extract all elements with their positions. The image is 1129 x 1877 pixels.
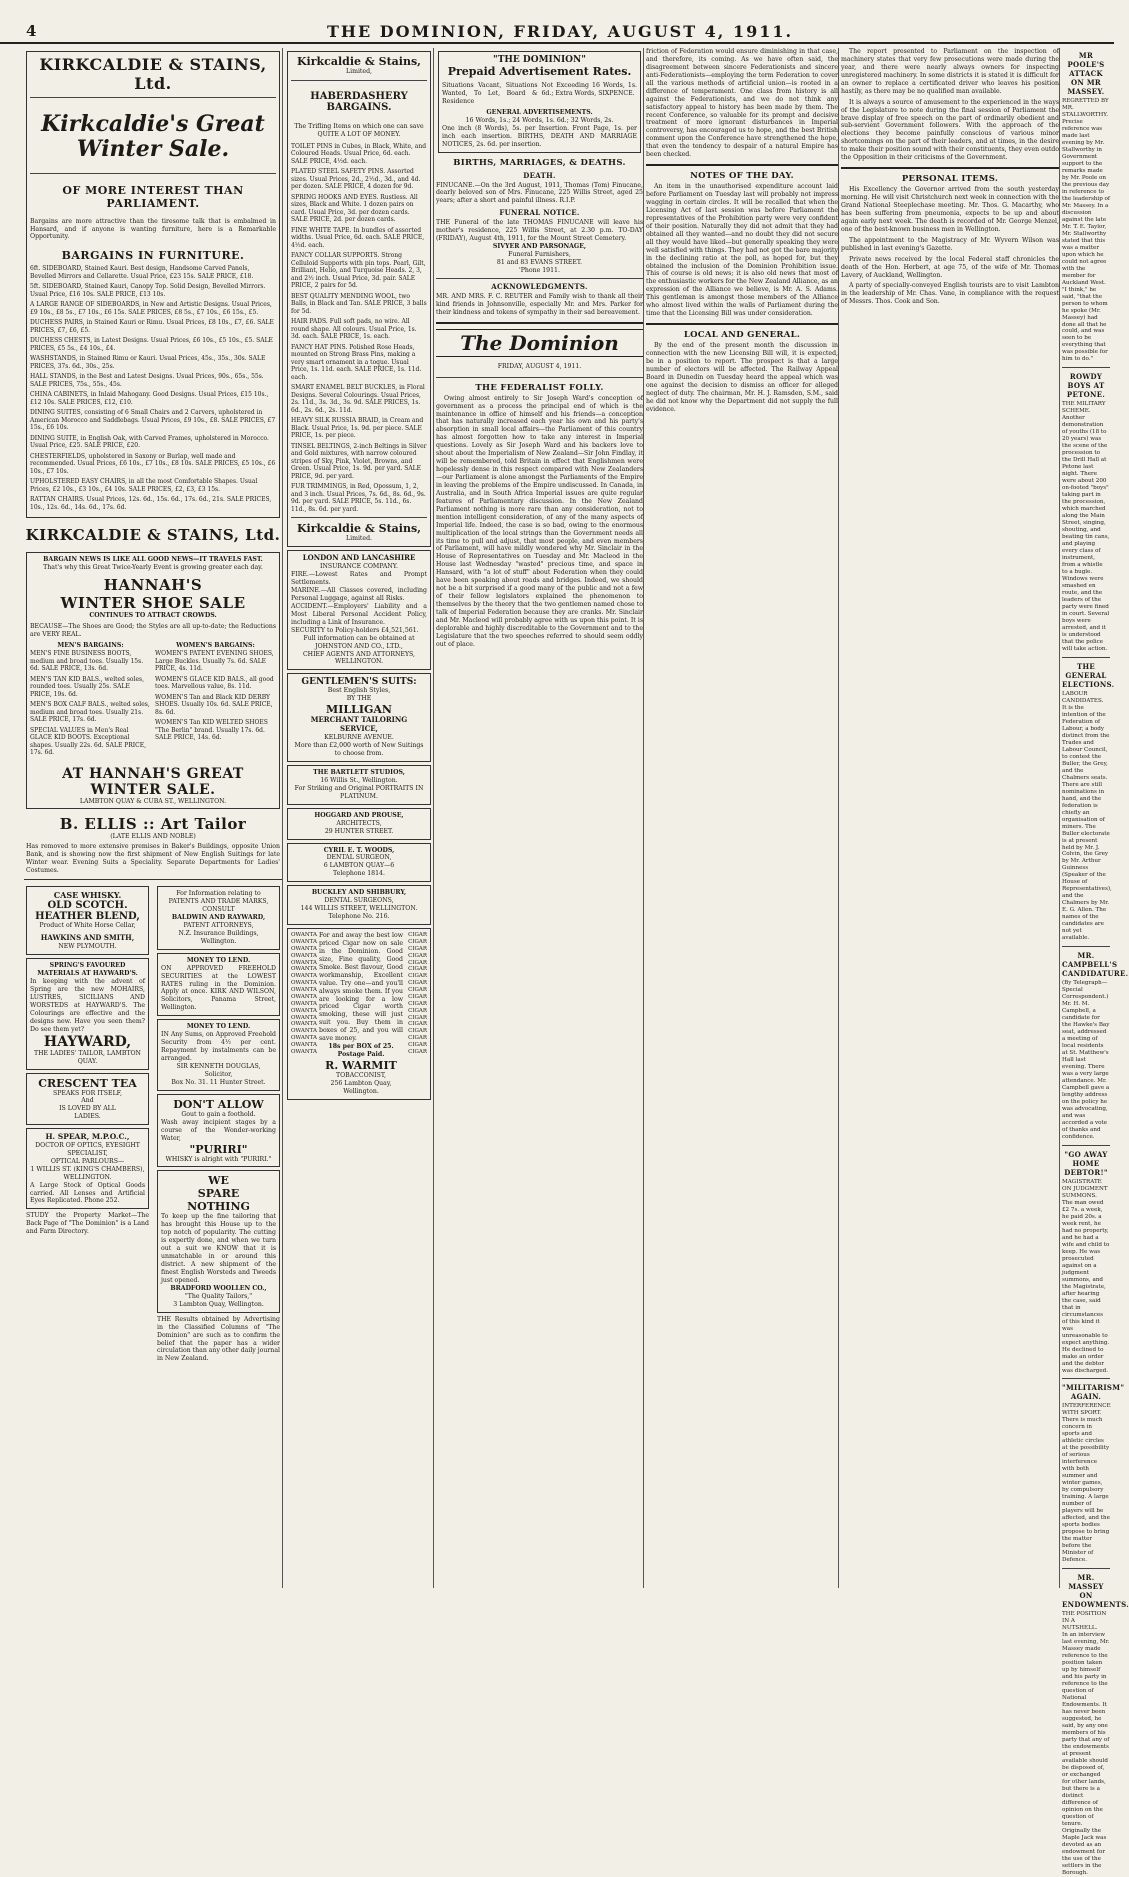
woods-address: 6 LAMBTON QUAY—6	[323, 862, 395, 870]
mens-item: MEN'S FINE BUSINESS BOOTS, medium and broad toes. Usually 15s. 6d. SALE PRICE, 13s. 6d.	[30, 650, 144, 673]
cigar-label: CIGAR	[408, 959, 427, 966]
hayward-name: HAYWARD,	[43, 1033, 132, 1050]
milligan-name: MILLIGAN	[326, 703, 392, 717]
poole-text: Precise reference was made last evening by Mr. Stallworthy in Government support to the remarks made by Mr. Poole on the previous day in reference to the leadership of Mr. Massey. In a discussion against the late Mr. T. E. Taylor, Mr. Stallworthy stated that this was a matter upon which he could not agree with the member for Auckland West. "I think," he said, "that the person to whom he spoke (Mr. Massey) had done all that he could, and was seen to be everything that was possible for him to do."	[1062, 118, 1110, 363]
crescent-3: IS LOVED BY ALL	[59, 1105, 116, 1113]
spear-ad	[26, 1128, 149, 1209]
furniture-item: DINING SUITES, consisting of 6 Small Chairs and 2 Carvers, upholstered in American Morocco and Saddlebags. Usual Prices, £9 10s., £8. SALE PRICES, £7 15s., £6 10s.	[30, 409, 276, 432]
legislature-comment: It is always a source of amusement to the experienced in the ways of the Legislature to note during the final session of Parliament the brave display of free speech on the part of ordinarily obedient and sub-servient Government followers. With the approach of the elections they become painfully conscious of various minor shortcomings on the part of their leaders, and at times, in the desire to make their position sound with their constituents, they even outdo the Opposition in their criticisms of the Government.	[841, 98, 1059, 162]
poole-heading: MR POOLE'S ATTACK ON MR MASSEY.	[1067, 51, 1105, 96]
mens-head: MEN'S BARGAINS:	[57, 642, 124, 650]
funeral-phone: 'Phone 1911.	[519, 266, 560, 274]
notes-heading: NOTES OF THE DAY.	[690, 171, 794, 182]
leader-heading: THE FEDERALIST FOLLY.	[475, 382, 604, 393]
hannah-at: AT HANNAH'S GREAT WINTER SALE.	[62, 765, 244, 798]
london-fire: FIRE.—Lowest Rates and Prompt Settlements.	[291, 571, 427, 587]
death-heading: DEATH.	[523, 170, 556, 180]
brand-footer-2: Kirkcaldie & Stains,	[297, 522, 421, 536]
gout-2: Wash away incipient stages by a course of the Wonder-working Water,	[161, 1118, 276, 1142]
spare-text: To keep up the fine tailoring that has brought this House up to the top notch of popularity. The cutting is expertly done, and when we turn out a suit we KNOW that it is unmatchable in or around this district. A new shipment of the finest English Worsteds and Tweeds just opened.	[161, 1213, 276, 1284]
mens-list	[30, 650, 151, 757]
hoggard-sub: ARCHITECTS,	[336, 819, 382, 827]
woods-name: CYRIL E. T. WOODS,	[323, 846, 395, 854]
london-info: Full information can be obtained at JOHNSTON AND CO., LTD.,	[303, 634, 415, 650]
cigar-label: CIGAR	[408, 952, 427, 959]
crescent-tea-ad	[26, 1073, 149, 1126]
hayward-text: In keeping with the advent of Spring are the new MOHAIRS, LUSTRES, SICILIANS AND WORSTEDS at HAYWARD'S. The Colourings are effective and the designs new. Have you seen them? Do see them yet?	[30, 978, 145, 1033]
leader-continued: friction of Federation would ensure diminishing in that case, and therefore, its coming. As we have often said, the disagreement between sincere Federationists and sincere anti-Federationists—employing the term Federation to cover all the various methods of artificial union—is rooted in a difference of temperament. One class from history is all against the Federationists, and we do not think any satisfactory appeal to history has been made by them. The recent Conference, so valuable for its prompt and decisive treatment of more ignorant disturbances in Imperial controversy, has encouraged us to hope, and the best British comment upon the Conference have strengthened the hope, that even the tendency to despair of a natural Empire has been checked.	[646, 48, 838, 159]
results-notice: THE Results obtained by Advertising in the Classified Columns of "The Dominion" are such as to confirm the belief that the paper has a wider circulation than any other daily journal in New Zealand.	[157, 1315, 281, 1363]
prepaid-heading: "THE DOMINION"	[493, 55, 586, 65]
woods-sub: DENTAL SURGEON,	[326, 854, 392, 862]
womens-item: WOMEN'S GLACE KID BALS., all good toes. Marvellous value, 8s. 11d.	[155, 675, 274, 691]
furniture-heading: BARGAINS IN FURNITURE.	[61, 249, 245, 263]
london-name: LONDON AND LANCASHIRE	[302, 553, 416, 563]
money2-head: MONEY TO LEND.	[186, 1023, 251, 1031]
bradford-ad	[157, 1170, 280, 1312]
furniture-item: 5ft. SIDEBOARD, Stained Kauri, Canopy Top. Solid Design, Bevelled Mirrors. Usual Price, £16 10s. SALE PRICE, £13 10s.	[30, 283, 266, 298]
column-4	[646, 48, 839, 1588]
brand-footer-sub-2: Limited.	[345, 535, 372, 543]
haberdashery-intro: The Trifling Items on which one can save QUITE A LOT OF MONEY.	[294, 122, 424, 138]
hannah-continues: CONTINUES TO ATTRACT CROWDS.	[89, 612, 217, 620]
militarism-heading: "MILITARISM" AGAIN.	[1062, 1383, 1125, 1402]
ellis-heading: B. ELLIS :: Art Tailor	[59, 815, 247, 834]
womens-item: WOMEN'S Tan KID WELTED SHOES "The Berlin" brand. Usually 17s. 6d. SALE PRICE, 14s. 6d.	[155, 719, 268, 742]
hoggard-address: 29 HUNTER STREET.	[324, 827, 394, 835]
mens-item: SPECIAL VALUES in Men's Real GLACE KID BOOTS. Exceptional shapes. Usually 22s. 6d. SALE PRICE, 17s. 6d.	[30, 726, 147, 757]
spear-parlours: OPTICAL PARLOURS—	[50, 1157, 125, 1165]
leader-text: Owing almost entirely to Sir Joseph Ward's conception of government as a process the principal end of which is the maintenance in office of himself and his friends—a conception that has naturally increased each year his own and his party's absorption in small local affairs—the Parliament of this country has almost forgotten how to take any interest in Imperial questions. Lovely as Sir Joseph Ward and his backers love to shout about the Imperialism of New Zealand—Sir John Findlay, it will be remembered, told Britain in effect that Englishmen were hopelessly dense in this respect compared with New Zealanders—our Parliament is alone amongst the Parliaments of the Empire in leaving the problems of the Empire undiscussed. In Canada, in Australia, and in South Africa Imperial issues are quite regular features of Parliamentary discussion. In the New Zealand Parliament nothing is more rare than any consideration, not to mention intelligent consideration, of any of the many aspects of Imperial life. Indeed, the case is so bad, owing to the enormous multiplication of the local strings than the Government needs all its time to pull and adjust, that most people, and even members of Parliament, will have mildly wondered why Mr. Sinclair in the House of Representatives on Tuesday and Mr. Macleod in the House last Wednesday "wasted" precious time, and space in Hansard, with "a lot of stuff" about Federation when they could have been speaking about roads and bridges. Indeed, we should not be a bit surprised if a good many of the public and not a few of their fellow legislators explained the phenomenon to themselves by the theory that the two gentlemen named chose to talk of Imperial Federation because they are cranks. Mr. Sinclair and Mr. Macleod will probably agree with us upon this point. It is deplorable and highly discreditable to the Government and to the Legislature that the two speeches referred to should seem oddly out of place.	[436, 394, 643, 648]
brand-heading: KIRKCALDIE & STAINS, Ltd.	[39, 55, 267, 93]
ack-notice: MR. AND MRS. F. C. REUTER and Family wish to thank all their kind friends in Johnsonville, especially Mr. and Mrs. Parker for their kindness and tokens of sympathy in their sad bereavement.	[436, 292, 643, 316]
column-1	[24, 48, 283, 1588]
hawkins-smith: HAWKINS AND SMITH,	[40, 933, 135, 943]
milligan-text: More than £2,000 worth of New Suitings to choose from.	[294, 742, 424, 758]
cigar-label: CIGAR	[408, 973, 427, 980]
dont-allow: DON'T ALLOW	[173, 1097, 264, 1111]
london-marine: MARINE.—All Classes covered, including Personal Luggage, against all Risks.	[291, 587, 427, 602]
owanta-label: OWANTA	[291, 1021, 318, 1028]
money1-head: MONEY TO LEND.	[186, 956, 251, 964]
bartlett-address: 16 Willis St., Wellington.	[320, 776, 398, 784]
warmit-name: R. WARMIT	[325, 1059, 397, 1073]
haberdashery-list	[291, 143, 427, 514]
elections-sub: LABOUR CANDIDATES.	[1062, 690, 1104, 704]
general-rate: 16 Words, 1s.; 24 Words, 1s. 6d.; 32 Words, 2s.	[465, 116, 614, 124]
elections-text: It is the intention of the Federation of Labour, a body distinct from the Trades and Labour Council, to contest the Buller, the Grey, and the Chalmers seats. There are still nominations in hand, and the federation is chiefly an organisation of miners. The Buller electorate is at present held by Mr. J. Colvin, the Grey by Mr. Arthur Guinness (Speaker of the House of Representatives), and the Chalmers by Mr. E. G. Allen. The names of the candidates are not yet available.	[1062, 704, 1112, 942]
haberdashery-item: TOILET PINS in Cubes, in Black, White, and Coloured Heads. Usual Price, 6d. each. SALE PRICE, 4½d. each.	[291, 142, 427, 165]
money2-name: SIR KENNETH DOUGLAS,	[176, 1062, 261, 1070]
haberdashery-item: FANCY COLLAR SUPPORTS. Strong Celluloid Supports with pin tops. Pearl, Gilt, Brilliant, Helio, and Turquoise Heads. 2, 3, and 2½ inch. Usual Price, 3d. pair. SALE PRICE, 2 pairs for 5d.	[291, 252, 426, 290]
whisky-ad	[26, 886, 149, 955]
funeral-firm2: Funeral Furnishers,	[508, 251, 571, 259]
masthead	[0, 0, 1114, 44]
owanta-cigar-ad	[287, 928, 431, 1100]
owanta-text: For and away the best low priced Cigar now on sale in the Dominion. Good size, Fine quality, Good Smoke. Best flavour, Good workmanship, Excellent value. Try one—and you'll always smoke them. If you are looking for a low priced Cigar worth smoking, these will just suit you. Buy them in boxes of 25, and you will save money.	[319, 932, 403, 1043]
hannah-name: HANNAH'S	[103, 576, 203, 595]
owanta-label: OWANTA	[291, 987, 318, 994]
mens-item: MEN'S BOX CALF BALS., welted soles, medium and broad toes. Usually 21s. SALE PRICE, 17s. 6d.	[30, 701, 150, 724]
hayward-intro: SPRING'S FAVOURED MATERIALS AT HAYWARD'S.	[37, 962, 138, 978]
prepaid-sub: Prepaid Advertisement Rates.	[447, 65, 632, 78]
spear-sub: DOCTOR OF OPTICS, EYESIGHT SPECIALIST,	[35, 1141, 140, 1157]
petone-heading: ROWDY BOYS AT PETONE.	[1066, 372, 1106, 400]
newspaper-title: THE DOMINION, FRIDAY, AUGUST 4, 1911.	[326, 22, 794, 41]
debtor-sub: MAGISTRATE ON JUDGMENT SUMMONS.	[1062, 1178, 1108, 1199]
owanta-label: OWANTA	[291, 1014, 318, 1021]
haberdashery-item: SPRING HOOKS AND EYES. Rustless. All sizes, Black and White. 1 dozen pairs on card. Usual Price, 3d. per dozen cards. SALE PRICE, 2d. per dozen cards.	[291, 193, 418, 224]
endowments-heading: MR. MASSEY ON ENDOWMENTS.	[1062, 1573, 1129, 1610]
brand-footer: KIRKCALDIE & STAINS, Ltd.	[25, 526, 281, 545]
sale-title: Kirkcaldie's Great Winter Sale.	[41, 111, 265, 163]
furniture-item: RATTAN CHAIRS. Usual Prices, 12s. 6d., 15s. 6d., 17s. 6d., 21s. SALE PRICES, 10s., 12s. 6d., 14s. 6d., 17s. 6d.	[30, 496, 272, 511]
funeral-address: 81 and 83 EVANS STREET.	[496, 259, 583, 266]
haberdashery-item: FUR TRIMMINGS, in Red, Opossum, 1, 2, and 3 inch. Usual Prices, 7s. 6d., 8s. 6d., 9s. 9d. per yard. SALE PRICE, 5s. 11d., 6s. 11d., 8s. 6d. per yard.	[291, 483, 426, 513]
bmd-heading: BIRTHS, MARRIAGES, & DEATHS.	[453, 157, 626, 168]
whisky-case: CASE WHISKY.	[53, 890, 122, 901]
furniture-item: WASHSTANDS, in Stained Rimu or Kauri. Usual Prices, 45s., 35s., 30s. SALE PRICES, 37s. 6d., 30s., 25s.	[30, 355, 266, 370]
london-security: SECURITY to Policy-holders £4,521,561.	[291, 626, 419, 634]
owanta-label: OWANTA	[291, 1000, 318, 1007]
spare-spare: SPARE	[197, 1187, 240, 1201]
local-heading: LOCAL AND GENERAL.	[683, 330, 801, 341]
situations-rate: Not Exceeding 16 Words, 1s. 6d.; Extra Words, SIXPENCE.	[541, 82, 637, 97]
bradford-name: BRADFORD WOOLLEN CO.,	[170, 1284, 267, 1292]
milligan-address: KELBURNE AVENUE.	[324, 734, 394, 742]
hayward-sub: THE LADIES' TAILOR, LAMBTON QUAY.	[34, 1049, 141, 1065]
furniture-item: DUCHESS CHESTS, in Latest Designs. Usual Prices, £6 10s., £5 10s., £5. SALE PRICES, £5 5s., £4 10s., £4.	[30, 337, 273, 352]
column-3	[436, 48, 644, 1588]
warmit-address: 256 Lambton Quay, Wellington.	[330, 1079, 392, 1095]
cigar-label: CIGAR	[408, 1000, 427, 1007]
owanta-label: OWANTA	[291, 966, 318, 973]
brand-heading-2: Kirkcaldie & Stains,	[297, 55, 421, 68]
whisky-heather: HEATHER BLEND,	[35, 911, 140, 923]
spare-we: WE	[208, 1174, 229, 1188]
womens-head: WOMEN'S BARGAINS:	[176, 642, 255, 650]
warmit-sub: TOBACCONIST,	[335, 1072, 387, 1080]
appointment-text: The appointment to the Magistracy of Mr. Wyvern Wilson was published in last evening's Gazette.	[841, 236, 1059, 252]
owanta-label: OWANTA	[291, 973, 318, 980]
haberdashery-item: FINE WHITE TAPE. In bundles of assorted widths. Usual Price, 6d. each. SALE PRICE, 4½d. each.	[291, 226, 425, 249]
hawkins-location: NEW PLYMOUTH.	[58, 943, 117, 951]
hoggard-ad	[287, 808, 431, 840]
endowments-text: In an interview last evening, Mr. Massey made reference to the position taken up by himself and his party in reference to the question of National Endowments. It has never been suggested, he said, by any one members of his party that any of the endowments at present available should be disposed of, or exchanged for other lands, but there is a distinct difference of opinion on the question of tenure. Originally the Maple Jack was devoted as an endowment for the use of the settlers in the Borough.	[1062, 1632, 1110, 1876]
bartlett-name: THE BARTLETT STUDIOS,	[313, 768, 405, 776]
intro-text: Bargains are more attractive than the tiresome talk that is embalmed in Hansard, and if anyone is wanting furniture, here is a Remarkable Opportunity.	[30, 217, 276, 241]
cigar-label: CIGAR	[408, 938, 427, 945]
funeral-notice: THE Funeral of the late THOMAS FINUCANE will leave his mother's residence, 225 Willis Street, at 2.30 p.m. TO-DAY (FRIDAY), August 4th, 1911, for the Mount Street Cemetery.	[436, 219, 643, 243]
furniture-item: CHESTERFIELDS, upholstered in Saxony or Burlap, well made and recommended. Usual Prices, £6 10s., £7 10s., £8 10s. SALE PRICES, £5 10s., £6 10s., £7 10s.	[30, 452, 276, 475]
bradford-sub: "The Quality Tailors,"	[184, 1292, 253, 1300]
cigar-label: CIGAR	[408, 980, 427, 987]
petone-text: Another demonstration of youths (18 to 20 years) was the scene of the procession to the Drill Hall at Petone last night. There were about 200 on-footed "boys" taking part in the procession, which marched along the Main Street, singing, shouting, and beating tin cans, and playing every class of instrument, from a whistle to a bugle. Windows were smashed en route, and the leaders of the party were fined in court. Several boys were arrested, and it is understood that the police will take action.	[1062, 415, 1110, 652]
bartlett-ad	[287, 765, 431, 805]
haberdashery-heading: HABERDASHERY BARGAINS.	[310, 90, 408, 113]
mens-item: MEN'S TAN KID BALS., welted soles, rounded toes. Usually 25s. SALE PRICE, 19s. 6d.	[30, 675, 144, 698]
brand-sub-2: Limited,	[345, 68, 372, 75]
london-lancashire-ad	[287, 550, 431, 670]
page-number: 4	[26, 22, 37, 40]
owanta-label: OWANTA	[291, 945, 318, 952]
buckley-address: 144 WILLIS STREET, WELLINGTON.	[300, 905, 418, 913]
crescent-1: SPEAKS FOR ITSELF,	[53, 1089, 122, 1097]
cigar-label: CIGAR	[408, 1014, 427, 1021]
money2-role: Solicitor,	[204, 1070, 233, 1078]
buckley-sub: DENTAL SURGEONS,	[324, 897, 394, 905]
money-lend-1	[157, 953, 280, 1017]
haberdashery-ad	[287, 51, 431, 547]
study-notice: STUDY the Property Market—The Back Page of "The Dominion" is a Land and Farm Directory.	[26, 1212, 149, 1236]
mens-bargains	[30, 642, 151, 759]
gents-suits: GENTLEMEN'S SUITS:	[301, 677, 417, 688]
cigar-column	[405, 932, 427, 1096]
haberdashery-item: PLATED STEEL SAFETY PINS. Assorted sizes. Usual Prices, 2d., 2½d., 3d., and 4d. per dozen. SALE PRICE, 4 dozen for 9d.	[291, 168, 421, 191]
whisky-old: OLD SCOTCH.	[47, 900, 128, 912]
owanta-label: OWANTA	[291, 952, 318, 959]
furniture-item: HALL STANDS, in the Best and Latest Designs. Usual Prices, 90s., 65s., 55s. SALE PRICES, 75s., 55s., 45s.	[30, 373, 264, 388]
cigar-label: CIGAR	[408, 1028, 427, 1035]
hannah-sale: WINTER SHOE SALE	[60, 594, 246, 613]
funeral-firm: SIVYER AND PARSONAGE,	[492, 243, 587, 251]
hannahs-ad	[26, 552, 280, 809]
death-notice: FINUCANE.—On the 3rd August, 1911, Thomas (Tom) Finucane, dearly beloved son of Mrs. Finucane, 225 Willis Street, aged 25 years; after a short and painful illness. R.I.P.	[436, 181, 643, 205]
cigar-label: CIGAR	[408, 1042, 427, 1049]
campbell-sub: (By Telegraph—Special Correspondent.)	[1062, 980, 1109, 1001]
ellis-text: Has removed to more extensive premises in Baker's Buildings, opposite Union Bank, and is showing now the first shipment of New English Suitings for late Winter wear. Evening Suits a Speciality. Separate Departments for Ladies' Costumes.	[26, 843, 280, 875]
buckley-ad	[287, 885, 431, 925]
haberdashery-item: FANCY HAT PINS. Polished Rose Heads, mounted on Strong Brass Pins, making a very smart ornament in a toque. Usual Price, 1s. 11d. each. SALE PRICE, 1s. 11d. each.	[291, 343, 422, 381]
womens-item: WOMEN'S Tan and Black KID DERBY SHOES. Usually 10s. 6d. SALE PRICE, 8s. 6d.	[155, 693, 273, 716]
milligan-service: MERCHANT TAILORING SERVICE,	[310, 715, 408, 734]
cigar-label: CIGAR	[408, 932, 427, 939]
hannah-address: LAMBTON QUAY & CUBA ST., WELLINGTON.	[79, 797, 227, 805]
cigar-label: CIGAR	[408, 1007, 427, 1014]
patents-head: For Information relating to PATENTS AND TRADE MARKS,	[168, 890, 269, 906]
spare-nothing: NOTHING	[187, 1200, 250, 1214]
militarism-sub: INTERFERENCE WITH SPORT.	[1062, 1403, 1111, 1417]
hannah-because: BECAUSE—The Shoes are Good; the Styles are all up-to-date; the Reductions are VERY REAL.	[30, 623, 276, 639]
endowments-sub: THE POSITION IN A NUTSHELL.	[1062, 1611, 1107, 1632]
furniture-item: UPHOLSTERED EASY CHAIRS, in all the most Comfortable Shapes. Usual Prices, £2 10s., £3 10s., £4 10s. SALE PRICES, £2, £3, £3 15s.	[30, 478, 258, 493]
personal-heading: PERSONAL ITEMS.	[901, 174, 999, 185]
money-lend-2	[157, 1019, 280, 1091]
money2-address: Box No. 31. 11 Hunter Street.	[171, 1078, 266, 1086]
crescent-4: LADIES.	[74, 1113, 101, 1121]
furniture-item: DUCHESS PAIRS, in Stained Kauri or Rimu. Usual Prices, £8 10s., £7, £6. SALE PRICES, £7, £6, £5.	[30, 319, 274, 334]
owanta-label: OWANTA	[291, 959, 318, 966]
cigar-label: CIGAR	[408, 1048, 427, 1055]
owanta-label: OWANTA	[291, 938, 318, 945]
hannah-top2: That's why this Great Twice-Yearly Event is growing greater each day.	[43, 564, 263, 572]
furniture-item: DINING SUITE, in English Oak, with Carved Frames, upholstered in Morocco. Usual Price, £25. SALE PRICE, £20.	[30, 434, 269, 450]
gents-best: Best English Styles,	[327, 687, 391, 695]
campbell-heading: MR. CAMPBELL'S CANDIDATURE.	[1062, 951, 1129, 979]
poole-sub: REGRETTED BY MR. STALLWORTHY.	[1062, 98, 1109, 118]
london-sub: INSURANCE COMPANY.	[320, 563, 398, 571]
milligan-ad	[287, 673, 431, 762]
owanta-price: 18s per BOX of 25. Postage Paid.	[328, 1043, 394, 1059]
buckley-name: BUCKLEY AND SHIBBURY,	[311, 889, 407, 897]
paper-nameplate: The Dominion	[436, 329, 643, 357]
insertion-rate: One inch (8 Words), 5s. per Insertion. Front Page, 1s. per inch each insertion. BIRTHS, DEATH AND MARRIAGE NOTICES, 2s. 6d. per insertion.	[442, 124, 637, 148]
spear-text: A Large Stock of Optical Goods carried. All Lenses and Artificial Eyes Replicated. Phone 252.	[30, 1181, 145, 1205]
column-6	[1062, 48, 1129, 1876]
london-accident: ACCIDENT.—Employers' Liability and a Most Liberal Personal Accident Policy, including a Link of Insurance.	[291, 602, 427, 626]
gout-1: Gout to gain a foothold.	[181, 1110, 256, 1118]
furniture-list	[30, 265, 276, 511]
patents-consult: CONSULT	[202, 906, 235, 914]
notes-text: An item in the unauthorised expenditure account laid before Parliament on Tuesday last will probably not impress wagging in certain circles. It will be recalled that when the Licensing Act of last session was before Parliament the representatives of the Prohibition party were very confident of their position. Naturally they did not admit that they had obtained all they wanted—and no doubt they did not secure all they would have liked—but generally speaking they were well satisfied with things. They had not got the bare majority in the declining ratio at the poll, as hoped for, but they obtained the inclusion of the Dominion Prohibition issue. This of course is old news; it is also old news that most of the enthusiastic workers for the New Zealand Alliance, as an expression of the Alliance we believe, is Mr. A. S. Adams. This gentleman is amongst those members of the Alliance who almost lived within the walls of Parliament during the time that the Licensing Bill was under consideration.	[646, 183, 838, 318]
right-small-ads	[155, 883, 282, 1365]
crescent-tea: CRESCENT TEA	[38, 1076, 137, 1090]
haberdashery-item: HEAVY SILK RUSSIA BRAID, in Cream and Black. Usual Price, 1s. 9d. per piece. SALE PRICE, 1s. per piece.	[291, 417, 424, 440]
cigar-label: CIGAR	[408, 966, 427, 973]
buckley-phone: Telephone No. 216.	[328, 913, 390, 921]
petone-sub: THE MILITARY SCHEME.	[1062, 401, 1106, 415]
money2-text: IN Any Sums, on Approved Freehold Security from 4½ per cent. Repayment by instalments can be arranged.	[161, 1031, 277, 1063]
womens-item: WOMEN'S PATENT EVENING SHOES, Large Buckles. Usually 7s. 6d. SALE PRICE, 4s. 11d.	[155, 650, 274, 673]
private-news: Private news received by the local Federal staff chronicles the death of the Hon. Herbert, at age 75, of the wife of Mr. Thomas Lavery, of Auckland, Wellington.	[841, 255, 1059, 279]
woods-phone: Telephone 1814.	[333, 870, 385, 878]
gents-by: BY THE	[346, 695, 372, 703]
cigar-label: CIGAR	[408, 1021, 427, 1028]
militarism-text: There is much concern in sports and athletic circles at the possibility of serious interference with both summer and winter games, by compulsory training. A large number of players will be affected, and the sports bodies propose to bring the matter before the Minister of Defence.	[1062, 1417, 1110, 1564]
furniture-item: 6ft. SIDEBOARD, Stained Kauri. Best design, Handsome Carved Panels, Bevelled Mirrors and Cellarette. Usual Price, £23 15s. SALE PRICE, £18.	[30, 265, 254, 280]
hannah-top: BARGAIN NEWS IS LIKE ALL GOOD NEWS—IT TRAVELS FAST.	[43, 556, 263, 564]
owanta-label: OWANTA	[291, 993, 318, 1000]
left-small-ads	[24, 883, 151, 1365]
ellis-sub: (LATE ELLIS AND NOBLE)	[110, 833, 196, 841]
patents-name: BALDWIN AND RAYWARD,	[171, 913, 266, 921]
puriri: "PURIRI"	[189, 1142, 248, 1156]
owanta-label: OWANTA	[291, 1042, 318, 1049]
ack-heading: ACKNOWLEDGMENTS.	[436, 278, 643, 291]
spear-address: 1 WILLIS ST. (KING'S CHAMBERS), WELLINGTON.	[30, 1165, 145, 1181]
prepaid-rates	[438, 51, 641, 153]
situations-list: Situations Vacant, Situations Wanted, To Let, Board & Residence	[442, 82, 538, 105]
owanta-label: OWANTA	[291, 1035, 318, 1042]
puriri-ad	[157, 1094, 280, 1168]
cigar-label: CIGAR	[408, 987, 427, 994]
crescent-2: And	[81, 1097, 94, 1105]
debtor-heading: "GO AWAY HOME DEBTOR!"	[1064, 1149, 1108, 1177]
patents-ad	[157, 886, 280, 950]
owanta-label: OWANTA	[291, 1048, 318, 1055]
column-2	[285, 48, 434, 1588]
machinery-report: The report presented to Parliament on the inspection of machinery states that very few prosecutions were made during the year, and there were nearly always owners for inspecting unregistered machinery. In some districts it is stated it is difficult for an owner to replace a certificated driver who leaves his position hastily, as there may be no qualified man available.	[841, 48, 1059, 95]
patents-role: PATENT ATTORNEYS,	[183, 921, 254, 929]
cigar-label: CIGAR	[408, 1035, 427, 1042]
womens-list	[155, 650, 276, 742]
money1-text: ON APPROVED FREEHOLD SECURITIES at the LOWEST RATES ruling in the Dominion. Apply at once. KIRK AND WILSON, Solicitors, Panama Street, Wellington.	[161, 964, 276, 1012]
puriri-sub: WHISKY is alright with "PURIRI."	[165, 1155, 272, 1163]
bartlett-text: For Striking and Original PORTRAITS IN PLATINUM.	[294, 784, 424, 800]
bradford-address: 3 Lambton Quay, Wellington.	[173, 1300, 264, 1308]
woods-ad	[287, 843, 431, 883]
womens-bargains	[155, 642, 276, 759]
haberdashery-item: BEST QUALITY MENDING WOOL, two Balls, in Black and Tan. SALE PRICE, 3 balls for 5d.	[291, 292, 427, 315]
local-text: By the end of the present month the discussion in connection with the new Licensing Bill will, it is expected, be in a position to report. The prospect is that a large number of electors will be affected. The Railway Appeal Board in Dunedin on Tuesday heard the appeal which was one against the decision to dismiss an officer for alleged neglect of duty. The chairman, Mr. H. J. Ramsden, S.M., said he did not know why the Department did not supply the full evidence.	[646, 342, 838, 413]
haberdashery-item: HAIR PADS. Full soft pads, no wire. All round shape. All colours. Usual Price, 1s. 3d. each. SALE PRICE, 1s. each.	[291, 318, 417, 341]
cigar-label: CIGAR	[408, 945, 427, 952]
whisky-product: Product of White Horse Cellar,	[39, 922, 136, 930]
debtor-text: The man owed £2 7s. a week, he paid 20s. a week rent, he had no property, and he had a wife and child to keep. He was prosecuted against on a judgment summons, and the Magistrate, after hearing the case, said that in circumstances of this kind it was unreasonable to expect anything. He declined to make an order and the debtor was discharged.	[1062, 1199, 1110, 1374]
campbell-text: Mr. H. M. Campbell, a candidate for the Hawke's Bay seat, addressed a meeting of local residents at St. Matthew's Hall last evening. There was a very large attendance. Mr. Campbell gave a lengthy address on the policy he was advocating, and was accorded a vote of thanks and confidence.	[1062, 1001, 1110, 1140]
owanta-label: OWANTA	[291, 1007, 318, 1014]
hoggard-name: HOGGARD AND PROUSE,	[314, 811, 404, 819]
haberdashery-item: TINSEL BELTINGS, 2-inch Beltings in Silver and Gold mixtures, with narrow coloured stripes of Sky, Pink, Violet, Browns, and Green. Usual Price, 1s. 9d. per yard. SALE PRICE, 9d. per yard.	[291, 442, 427, 480]
owanta-label: OWANTA	[291, 980, 318, 987]
owanta-column	[291, 932, 317, 1096]
kirkcaldie-furniture-ad	[26, 51, 280, 518]
interest-heading: OF MORE INTEREST THAN PARLIAMENT.	[62, 183, 244, 210]
haberdashery-item: SMART ENAMEL BELT BUCKLES, in Floral Designs. Several Colourings. Usual Prices, 2s. 11d., 3s. 3d., 3s. 9d. SALE PRICES, 1s. 6d., 2s. 6d., 2s. 11d.	[291, 384, 425, 414]
funeral-heading: FUNERAL NOTICE.	[499, 208, 580, 218]
london-agents: CHIEF AGENTS AND ATTORNEYS, WELLINGTON.	[302, 650, 416, 666]
owanta-label: OWANTA	[291, 932, 318, 939]
furniture-item: CHINA CABINETS, in Inlaid Mahogany. Good Designs. Usual Prices, £15 10s., £12 10s. SALE PRICES, £12, £10.	[30, 391, 269, 406]
owanta-label: OWANTA	[291, 1028, 318, 1035]
personal-text: His Excellency the Governor arrived from the south yesterday morning. He will visit Christchurch next week in connection with the Grand National Steeplechase meeting. Mr. Thos. G. Macarthy, who has been suffering from pneumonia, expects to be up and about again early next week. The death is recorded of Mr. George Menzel, one of the best-known business men in Wellington.	[841, 186, 1059, 233]
patents-address: N.Z. Insurance Buildings, Wellington.	[178, 929, 259, 945]
elections-heading: THE GENERAL ELECTIONS.	[1062, 661, 1115, 689]
issue-date: FRIDAY, AUGUST 4, 1911.	[497, 362, 582, 370]
cigar-label: CIGAR	[408, 993, 427, 1000]
furniture-item: A LARGE RANGE OF SIDEBOARDS, in New and Artistic Designs. Usual Prices, £9 10s., £8 5s., £7 10s., £6 15s. SALE PRICES, £8 5s., £7 10s., £6 15s., £5.	[30, 301, 272, 316]
spear-name: H. SPEAR, M.P.O.C.,	[45, 1132, 130, 1142]
hayward-ad	[26, 958, 149, 1069]
general-head: GENERAL ADVERTISEMENTS.	[486, 108, 593, 116]
tourists-text: A party of specially-conveyed English tourists are to visit Lambton in the leadership of Mr. Chas. Vane, in compliance with the request of Messrs. Thos. Cook and Son.	[841, 282, 1059, 306]
column-5	[841, 48, 1060, 1588]
